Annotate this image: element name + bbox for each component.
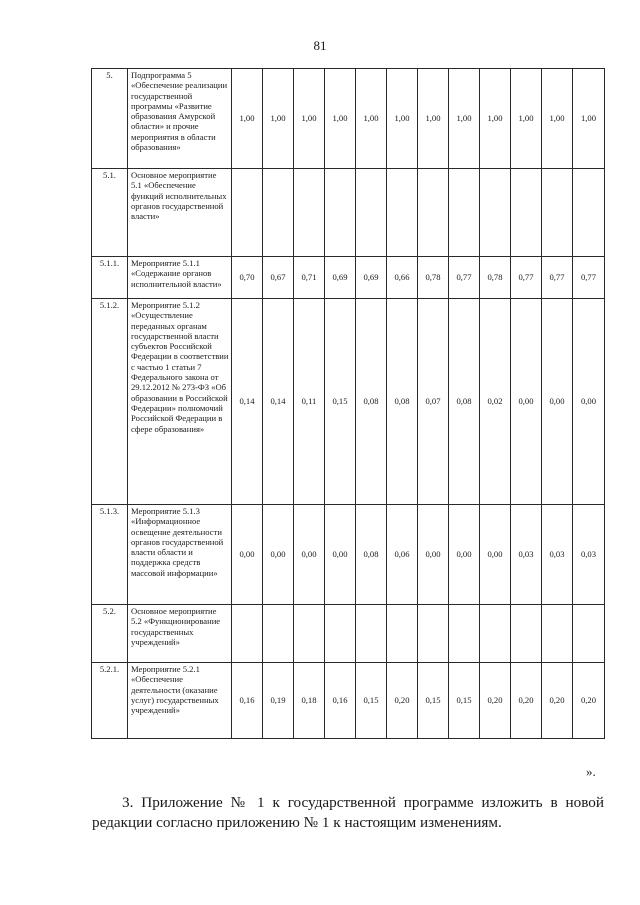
row-number: 5.1. — [92, 169, 128, 257]
value-cell — [325, 169, 356, 257]
value-cell — [263, 169, 294, 257]
row-name: Мероприятие 5.1.3 «Информационное освещение деятельности органов государственной власти области и поддержка средств массовой информации» — [128, 505, 232, 605]
table-row — [92, 505, 605, 605]
value-cell: 0,15 — [356, 663, 387, 739]
row-name: Мероприятие 5.1.1 «Содержание органов исполнительной власти» — [128, 257, 232, 299]
row-number: 5. — [92, 69, 128, 169]
value-cell: 0,03 — [511, 505, 542, 605]
value-cell: 0,00 — [418, 505, 449, 605]
value-cell: 0,00 — [263, 505, 294, 605]
value-cell — [542, 605, 573, 663]
value-cell: 0,08 — [356, 505, 387, 605]
value-cell: 0,15 — [325, 299, 356, 505]
row-name: Подпрограмма 5 «Обеспечение реализации государственной программы «Развитие образования Амурской области» и прочие мероприятия в области образования» — [128, 69, 232, 169]
value-cell: 0,03 — [573, 505, 605, 605]
value-cell: 0,67 — [263, 257, 294, 299]
value-cell: 0,08 — [356, 299, 387, 505]
row-number: 5.2. — [92, 605, 128, 663]
value-cell: 0,00 — [232, 505, 263, 605]
value-cell: 0,16 — [325, 663, 356, 739]
value-cell — [232, 169, 263, 257]
value-cell: 0,18 — [294, 663, 325, 739]
value-cell: 0,19 — [263, 663, 294, 739]
value-cell: 0,00 — [480, 505, 511, 605]
value-cell: 1,00 — [511, 69, 542, 169]
value-cell: 1,00 — [480, 69, 511, 169]
row-name: Основное мероприятие 5.1 «Обеспечение функций исполнительных органов государственной власти» — [128, 169, 232, 257]
value-cell: 0,78 — [480, 257, 511, 299]
row-number: 5.1.1. — [92, 257, 128, 299]
value-cell: 0,06 — [387, 505, 418, 605]
value-cell: 0,00 — [511, 299, 542, 505]
value-cell: 0,07 — [418, 299, 449, 505]
value-cell — [263, 605, 294, 663]
table-row — [92, 299, 605, 505]
value-cell: 1,00 — [449, 69, 480, 169]
amendment-paragraph: 3. Приложение № 1 к государственной программе изложить в новой редакции согласно приложению № 1 к настоящим изменениям. — [92, 794, 604, 831]
value-cell — [480, 169, 511, 257]
value-cell: 0,69 — [325, 257, 356, 299]
value-cell: 0,15 — [418, 663, 449, 739]
table-row — [92, 663, 605, 739]
value-cell: 1,00 — [356, 69, 387, 169]
value-cell — [480, 605, 511, 663]
row-name: Мероприятие 5.1.2 «Осуществление переданных органам государственной власти субъектов Российской Федерации в соответствии с частью 1 статьи 7 Федерального закона от 29.12.2012 № 273-ФЗ «Об образовании в Российской Федерации» полномочий Российской Федерации в сфере образования» — [128, 299, 232, 505]
value-cell: 0,00 — [294, 505, 325, 605]
value-cell: 0,20 — [542, 663, 573, 739]
value-cell: 1,00 — [573, 69, 605, 169]
value-cell: 0,00 — [325, 505, 356, 605]
value-cell: 0,08 — [387, 299, 418, 505]
value-cell — [449, 169, 480, 257]
row-name: Мероприятие 5.2.1 «Обеспечение деятельности (оказание услуг) государственных учреждений» — [128, 663, 232, 739]
value-cell — [418, 169, 449, 257]
table-row — [92, 605, 605, 663]
value-cell: 0,15 — [449, 663, 480, 739]
value-cell: 0,77 — [542, 257, 573, 299]
value-cell — [418, 605, 449, 663]
value-cell — [542, 169, 573, 257]
value-cell — [325, 605, 356, 663]
value-cell: 1,00 — [387, 69, 418, 169]
value-cell — [573, 169, 605, 257]
row-number: 5.1.3. — [92, 505, 128, 605]
value-cell: 0,78 — [418, 257, 449, 299]
row-number: 5.2.1. — [92, 663, 128, 739]
value-cell: 0,77 — [573, 257, 605, 299]
page-number: 81 — [313, 38, 327, 53]
value-cell — [387, 605, 418, 663]
value-cell: 1,00 — [418, 69, 449, 169]
indicators-table — [91, 68, 605, 739]
value-cell: 0,20 — [480, 663, 511, 739]
row-number: 5.1.2. — [92, 299, 128, 505]
value-cell: 0,77 — [449, 257, 480, 299]
value-cell: 0,16 — [232, 663, 263, 739]
value-cell — [294, 169, 325, 257]
value-cell: 0,77 — [511, 257, 542, 299]
value-cell — [356, 169, 387, 257]
value-cell: 0,70 — [232, 257, 263, 299]
value-cell: 0,66 — [387, 257, 418, 299]
value-cell: 1,00 — [263, 69, 294, 169]
value-cell — [573, 605, 605, 663]
value-cell: 0,11 — [294, 299, 325, 505]
value-cell: 0,02 — [480, 299, 511, 505]
value-cell — [232, 605, 263, 663]
value-cell: 0,14 — [263, 299, 294, 505]
value-cell: 0,20 — [573, 663, 605, 739]
table-row — [92, 69, 605, 169]
value-cell: 0,14 — [232, 299, 263, 505]
value-cell: 1,00 — [232, 69, 263, 169]
closing-quote: ». — [586, 764, 596, 779]
table-row — [92, 169, 605, 257]
value-cell — [387, 169, 418, 257]
value-cell: 1,00 — [325, 69, 356, 169]
row-name: Основное мероприятие 5.2 «Функционирование государственных учреждений» — [128, 605, 232, 663]
value-cell: 0,00 — [449, 505, 480, 605]
value-cell — [356, 605, 387, 663]
value-cell — [449, 605, 480, 663]
value-cell — [511, 605, 542, 663]
value-cell: 1,00 — [294, 69, 325, 169]
value-cell — [294, 605, 325, 663]
value-cell: 0,71 — [294, 257, 325, 299]
value-cell: 0,00 — [573, 299, 605, 505]
value-cell: 1,00 — [542, 69, 573, 169]
value-cell: 0,20 — [511, 663, 542, 739]
value-cell: 0,69 — [356, 257, 387, 299]
value-cell: 0,08 — [449, 299, 480, 505]
value-cell — [511, 169, 542, 257]
table-row — [92, 257, 605, 299]
value-cell: 0,00 — [542, 299, 573, 505]
value-cell: 0,20 — [387, 663, 418, 739]
value-cell: 0,03 — [542, 505, 573, 605]
